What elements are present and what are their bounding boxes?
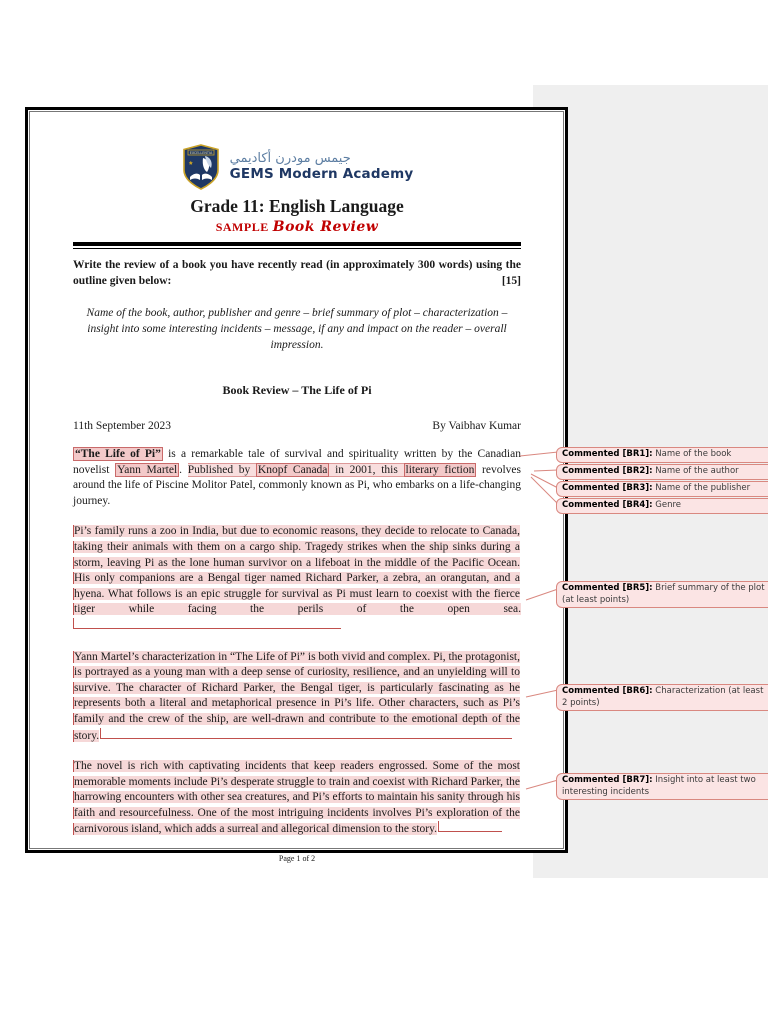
paragraph-intro-text: revolves around the life of Piscine Molitor Patel, commonly known as Pi, who embarks on a life-changing journey. [73,463,522,507]
document-page [25,107,568,864]
paragraph-plot-summary [73,524,521,634]
comment-br5-label: Commented [BR5]: [562,583,653,593]
header-divider [73,242,521,249]
school-name-arabic: جيمس مودرن أكاديمي [229,150,351,166]
review-author: By Vaibhav Kumar [432,420,521,432]
comment-br6-text: Characterization (at least 2 points) [562,686,764,708]
comment-br4[interactable] [556,498,768,514]
comment-br7[interactable] [556,773,768,800]
paragraph-intro-text: is a remarkable tale of survival and spirituality written by the Canadian novelist [73,448,521,476]
comment-br1[interactable] [556,447,768,463]
school-name-english: GEMS Modern Academy [229,165,414,182]
comment-anchor-line [438,821,502,832]
comment-br7-text: Insight into at least two interesting incidents [562,775,756,797]
comment-br3[interactable] [556,481,768,497]
comment-br3-label: Commented [BR3]: [562,483,653,493]
marks-badge: [15] [501,274,521,287]
comment-br6[interactable] [556,684,768,711]
comment-br2-label: Commented [BR2]: [562,466,653,476]
sample-label: SAMPLE [215,220,269,234]
comment-br1-text: Name of the book [655,449,732,459]
highlight-author-name: Yann Martel [117,463,178,476]
comment-br4-text: Genre [655,500,682,510]
highlight-incidents: The novel is rich with captivating incidents that keep readers engrossed. Some of the most memorable moments include Pi’s desperate struggle to train and coexist with Richard Parker, the harrowing encounters with other sea creatures, and Pi’s efforts to maintain his sanity through his faith and resourcefulness. One of the most intriguing incidents involves Pi’s exploration of the carnivorous island, which adds a surreal and allegorical dimension to the story. [74,760,520,836]
school-logo [73,144,521,190]
byline-row [73,420,521,432]
page-number: Page 1 of 2 [278,854,316,864]
svg-text:EXCELLENTIA: EXCELLENTIA [189,151,212,155]
comment-br1-label: Commented [BR1]: [562,449,653,459]
highlight-book-name: “The Life of Pi” [75,448,161,460]
gems-shield-icon [181,144,221,190]
comment-br7-label: Commented [BR7]: [562,775,653,785]
highlight-characterization: Yann Martel’s characterization in “The Life of Pi” is both vivid and complex. Pi, the protagonist, is portrayed as a young man with a deep sense of curiosity, resilience, and an unyielding will to survive. The character of Richard Parker, the Bengal tiger, is particularly fascinating as he represents both a literal and metaphorical presence in Pi’s life. Other characters, such as Pi’s family and the crew of the ship, are well-drawn and contribute to the emotional depth of the story. [74,650,520,742]
assignment-outline: Name of the book, author, publisher and genre – brief summary of plot – characterization – insight into some interesting incidents – message, if any and impact on the reader – overall impression. [86,307,508,351]
paragraph-incidents [73,759,521,838]
document-title: Grade 11: English Language [190,196,404,216]
comment-br3-text: Name of the publisher [655,483,751,493]
paragraph-characterization [73,650,521,745]
comment-br5-text: Brief summary of the plot (at least points) [562,583,765,605]
highlight-plot-summary: Pi’s family runs a zoo in India, but due to economic reasons, they decide to relocate to Canada, taking their animals with them on a cargo ship. Tragedy strikes when the ship sinks during a storm, leaving Pi as the lone human survivor on a lifeboat in the middle of the Pacific Ocean. His only companions are a Bengal tiger named Richard Parker, a zebra, an orangutan, and a hyena. What follows is an epic struggle for survival as Pi must learn to coexist with the fierce tiger while facing the perils of the open sea. [74,525,521,616]
document-subtitle [73,218,521,236]
highlight-publisher-range: Published by [187,463,256,476]
highlight-genre: literary fiction [405,463,475,476]
highlight-year-range: in 2001, this [329,463,404,476]
school-name-block [230,152,414,182]
highlight-publisher-name: Knopf Canada [257,463,328,476]
comment-br6-label: Commented [BR6]: [562,686,653,696]
review-heading: Book Review – The Life of Pi [222,383,372,397]
comment-anchor-line [100,728,512,739]
book-review-script-label: Book Review [272,219,379,235]
comment-anchor-line [73,618,341,629]
comment-br5[interactable] [556,581,768,608]
paragraph-intro-text: . [179,463,188,476]
comment-br4-label: Commented [BR4]: [562,500,653,510]
comment-br2[interactable] [556,464,768,480]
page-content [28,110,565,864]
comment-br2-text: Name of the author [655,466,739,476]
paragraph-intro [73,447,521,509]
assignment-prompt [73,258,521,289]
review-date: 11th September 2023 [73,420,171,432]
assignment-prompt-text: Write the review of a book you have recently read (in approximately 300 words) using the outline given below: [73,259,521,287]
